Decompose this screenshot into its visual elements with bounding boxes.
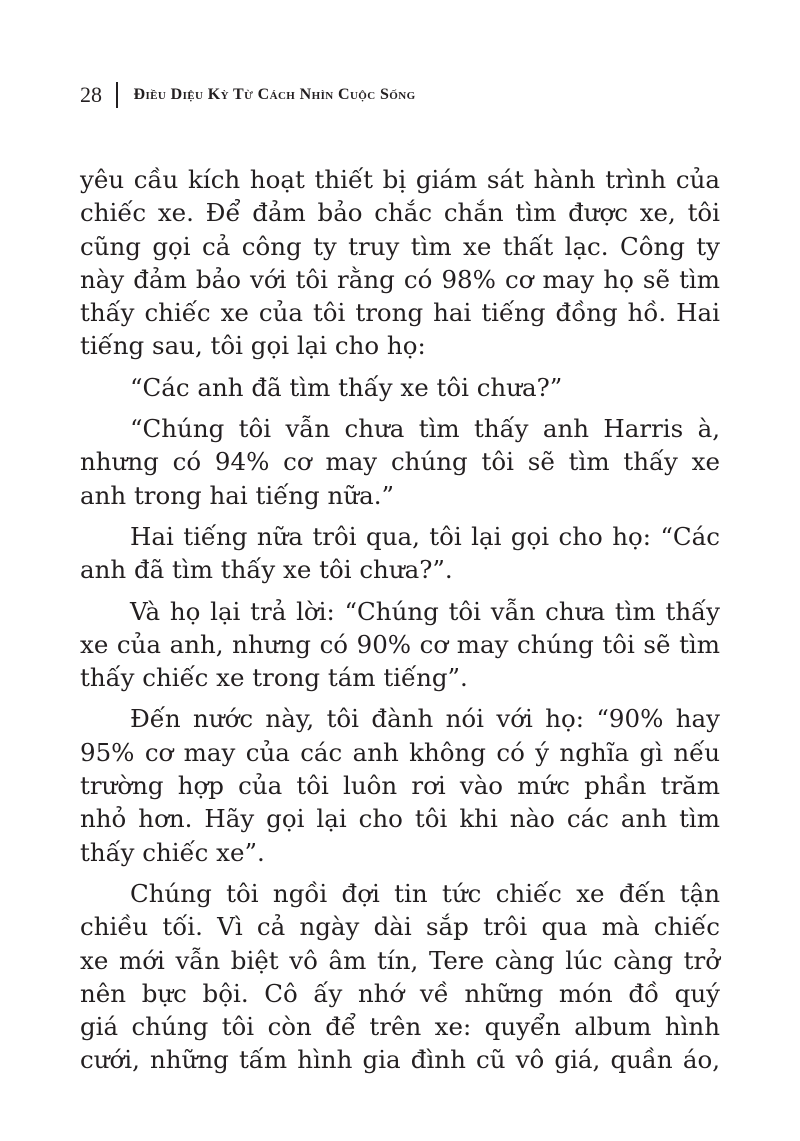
text-line: nên bực bội. Cô ấy nhớ về những món đồ quý bbox=[80, 978, 720, 1008]
text-line: nhỏ hơn. Hãy gọi lại cho tôi khi nào các anh tìm bbox=[80, 804, 720, 834]
text-line: Hai tiếng nữa trôi qua, tôi lại gọi cho họ: “Các bbox=[130, 521, 720, 551]
text-line: yêu cầu kích hoạt thiết bị giám sát hành trình của bbox=[80, 165, 720, 194]
text-line: thấy chiếc xe của tôi trong hai tiếng đồng hồ. Hai bbox=[80, 298, 720, 328]
text-line: tiếng sau, tôi gọi lại cho họ: bbox=[80, 331, 426, 361]
text-line: “Chúng tôi vẫn chưa tìm thấy anh Harris à, bbox=[130, 414, 720, 444]
paragraph-spacing bbox=[80, 587, 720, 595]
text-line: anh đã tìm thấy xe tôi chưa?”. bbox=[80, 555, 453, 585]
text-line: Chúng tôi ngồi đợi tin tức chiếc xe đến tận bbox=[130, 878, 720, 908]
text-line: Và họ lại trả lời: “Chúng tôi vẫn chưa tìm thấy bbox=[130, 596, 720, 626]
paragraph-spacing bbox=[80, 363, 720, 371]
paragraph bbox=[80, 163, 720, 363]
text-line: thấy chiếc xe”. bbox=[80, 837, 265, 867]
text-line: anh trong hai tiếng nữa.” bbox=[80, 480, 395, 510]
paragraph bbox=[80, 520, 720, 587]
text-line: chiếc xe. Để đảm bảo chắc chắn tìm được xe, tôi bbox=[80, 198, 720, 228]
running-header bbox=[80, 80, 416, 110]
text-line: chiều tối. Vì cả ngày dài sắp trôi qua mà chiếc bbox=[80, 912, 720, 942]
text-line: 95% cơ may của các anh không có ý nghĩa gì nếu bbox=[80, 737, 720, 767]
paragraph-spacing bbox=[80, 404, 720, 412]
header-divider bbox=[116, 82, 118, 108]
page-number: 28 bbox=[80, 82, 102, 107]
text-line: này đảm bảo với tôi rằng có 98% cơ may họ sẽ tìm bbox=[80, 264, 720, 294]
paragraph-spacing bbox=[80, 512, 720, 520]
paragraph bbox=[80, 412, 720, 512]
text-line: nhưng có 94% cơ may chúng tôi sẽ tìm thấy xe bbox=[80, 447, 720, 477]
paragraph-spacing bbox=[80, 694, 720, 702]
paragraph-spacing bbox=[80, 869, 720, 877]
paragraph bbox=[80, 702, 720, 868]
text-line: trường hợp của tôi luôn rơi vào mức phần trăm bbox=[80, 771, 720, 801]
text-line: cũng gọi cả công ty truy tìm xe thất lạc. Công ty bbox=[80, 231, 720, 261]
paragraph bbox=[80, 371, 720, 404]
body-text bbox=[80, 163, 720, 1077]
text-line: xe mới vẫn biệt vô âm tín, Tere càng lúc càng trở bbox=[80, 945, 720, 975]
text-line: “Các anh đã tìm thấy xe tôi chưa?” bbox=[130, 372, 563, 402]
text-line: xe của anh, nhưng có 90% cơ may chúng tôi sẽ tìm bbox=[80, 629, 720, 659]
text-line: thấy chiếc xe trong tám tiếng”. bbox=[80, 663, 468, 693]
paragraph bbox=[80, 877, 720, 1077]
running-title: Điều Diệu Kỳ Từ Cách Nhìn Cuộc Sống bbox=[133, 86, 416, 103]
paragraph bbox=[80, 595, 720, 695]
text-line: cưới, những tấm hình gia đình cũ vô giá, quần áo, bbox=[80, 1045, 720, 1075]
text-line: Đến nước này, tôi đành nói với họ: “90% hay bbox=[130, 704, 720, 734]
text-line: giá chúng tôi còn để trên xe: quyển album hình bbox=[80, 1012, 720, 1042]
